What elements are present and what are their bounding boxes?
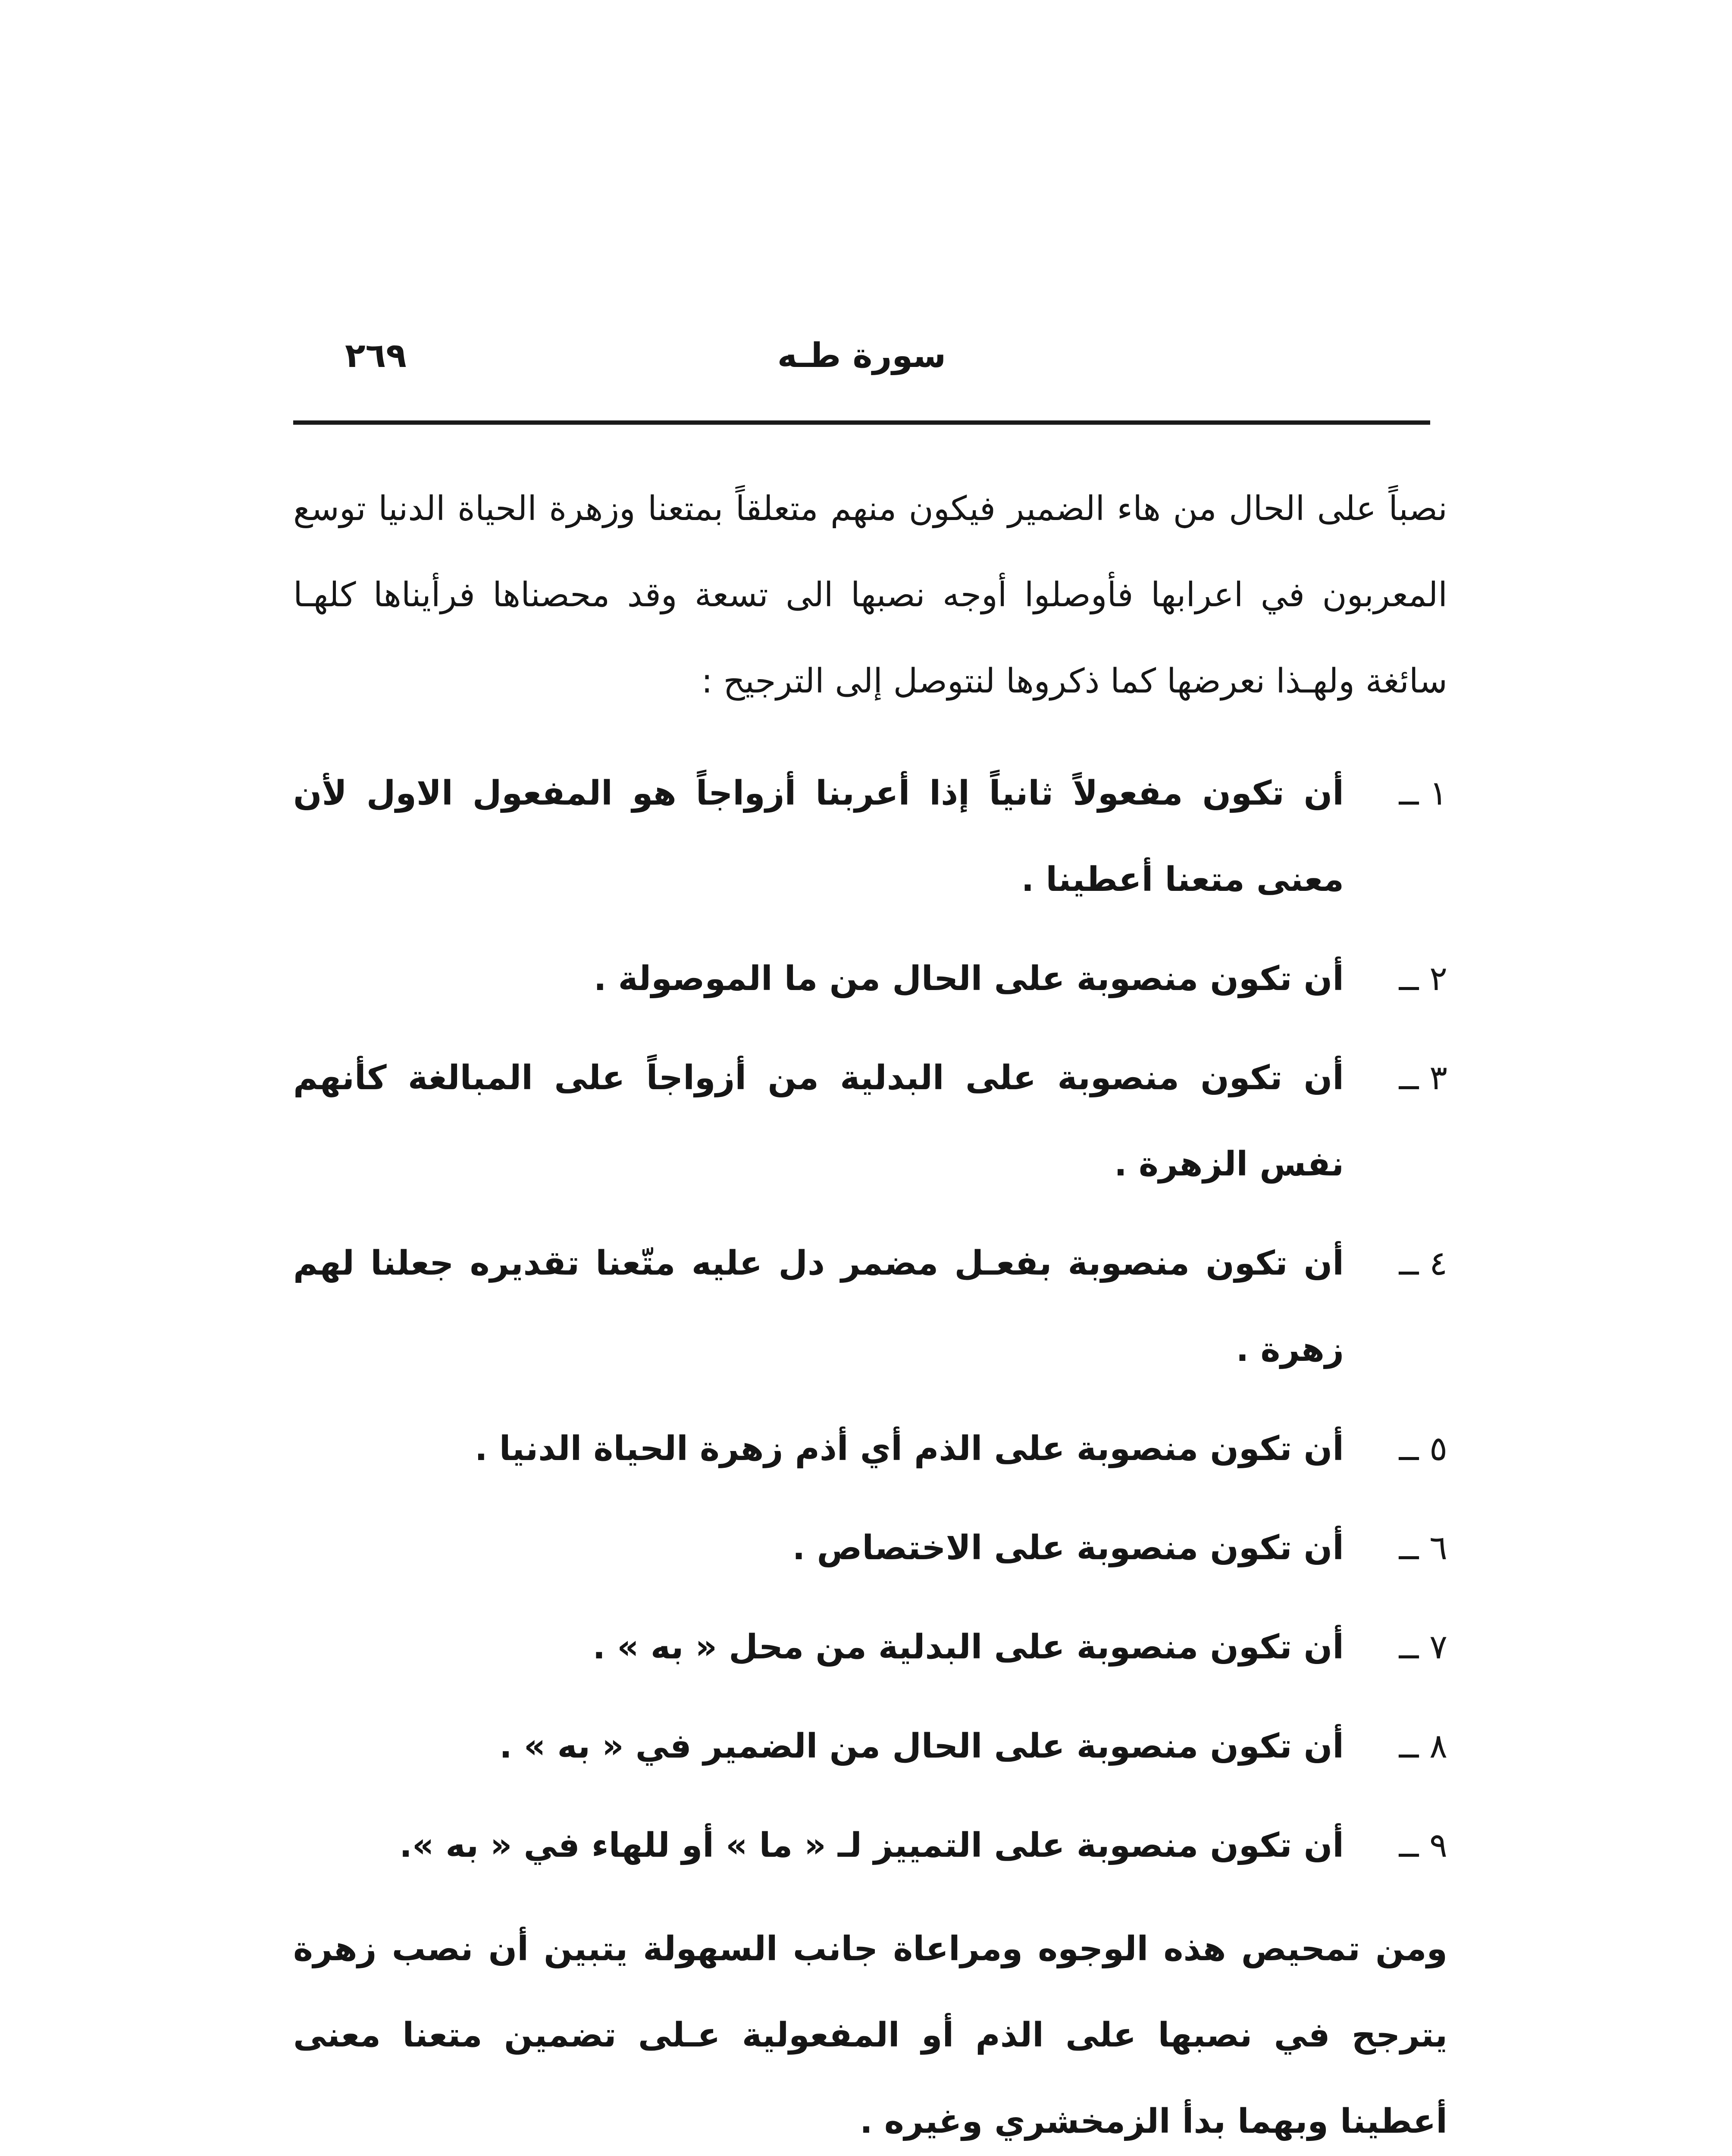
list-item-text: أن تكون منصوبة على البدلية من محل « به » . — [592, 1628, 1344, 1667]
list-item — [293, 1035, 1447, 1207]
list-item-number: ٨ ــ — [1399, 1727, 1447, 1766]
list-item-number: ٢ ــ — [1399, 959, 1447, 998]
surah-title: سورة طـه — [777, 336, 946, 375]
list-item-text: أن تكون منصوبة على الحال من الضمير في « به » . — [499, 1727, 1344, 1766]
page-number: ٢٦٩ — [345, 336, 407, 375]
list-item-text: أن تكون منصوبة على الذم أي أذم زهرة الحياة الدنيا . — [474, 1429, 1344, 1468]
list-item-text: أن تكون منصوبة على البدلية من أزواجاً على المبالغة كأنهم نفس الزهرة . — [293, 1059, 1344, 1184]
list-item-number: ٩ ــ — [1399, 1826, 1447, 1865]
page-header — [293, 336, 1430, 388]
list-item-text: أن تكون مفعولاً ثانياً إذا أعربنا أزواجاً هو المفعول الاول لأن معنى متعنا أعطينا . — [293, 774, 1344, 899]
page-body — [293, 466, 1447, 2156]
list-item-text: أن تكون منصوبة بفعـل مضمر دل عليه متّعنا تقديره جعلنا لهم زهرة . — [293, 1244, 1344, 1369]
list-item-text: أن تكون منصوبة على التمييز لـ « ما » أو للهاء في « به ». — [399, 1826, 1344, 1865]
list-item-text: أن تكون منصوبة على الاختصاص . — [792, 1529, 1344, 1567]
i-rab-list — [293, 750, 1447, 1889]
list-item-text: أن تكون منصوبة على الحال من ما الموصولة . — [593, 959, 1344, 998]
list-item — [293, 1220, 1447, 1393]
list-item-number: ٦ ــ — [1399, 1529, 1447, 1567]
list-item-number: ١ ــ — [1399, 774, 1447, 813]
intro-paragraph: نصباً على الحال من هاء الضمير فيكون منهم متعلقاً بمتعنا وزهرة الحياة الدنيا توسع المعربون في اعرابها فأوصلوا أوجه نصبها الى تسعة وقد محصناها فرأيناها كلهـا سائغة ولهـذا نعرضها كما ذكروها لنتوصل إلى الترجيح : — [293, 489, 1447, 701]
list-item — [293, 1802, 1447, 1889]
list-item — [293, 750, 1447, 923]
list-item — [293, 1505, 1447, 1591]
list-item-number: ٧ ــ — [1399, 1628, 1447, 1667]
list-item-number: ٣ ــ — [1399, 1059, 1447, 1097]
list-item — [293, 1703, 1447, 1789]
list-item-number: ٥ ــ — [1399, 1429, 1447, 1468]
list-item — [293, 1406, 1447, 1492]
list-item — [293, 936, 1447, 1022]
conclusion-paragraph: ومن تمحيص هذه الوجوه ومراعاة جانب السهولة يتبين أن نصب زهرة يترجح في نصبها على الذم أو المفعولية عـلى تضمين متعنا معنى أعطينا وبهما بدأ الزمخشري وغيره . — [293, 1930, 1447, 2141]
list-item — [293, 1604, 1447, 1690]
list-item-number: ٤ ــ — [1399, 1244, 1447, 1283]
header-divider — [293, 420, 1430, 425]
